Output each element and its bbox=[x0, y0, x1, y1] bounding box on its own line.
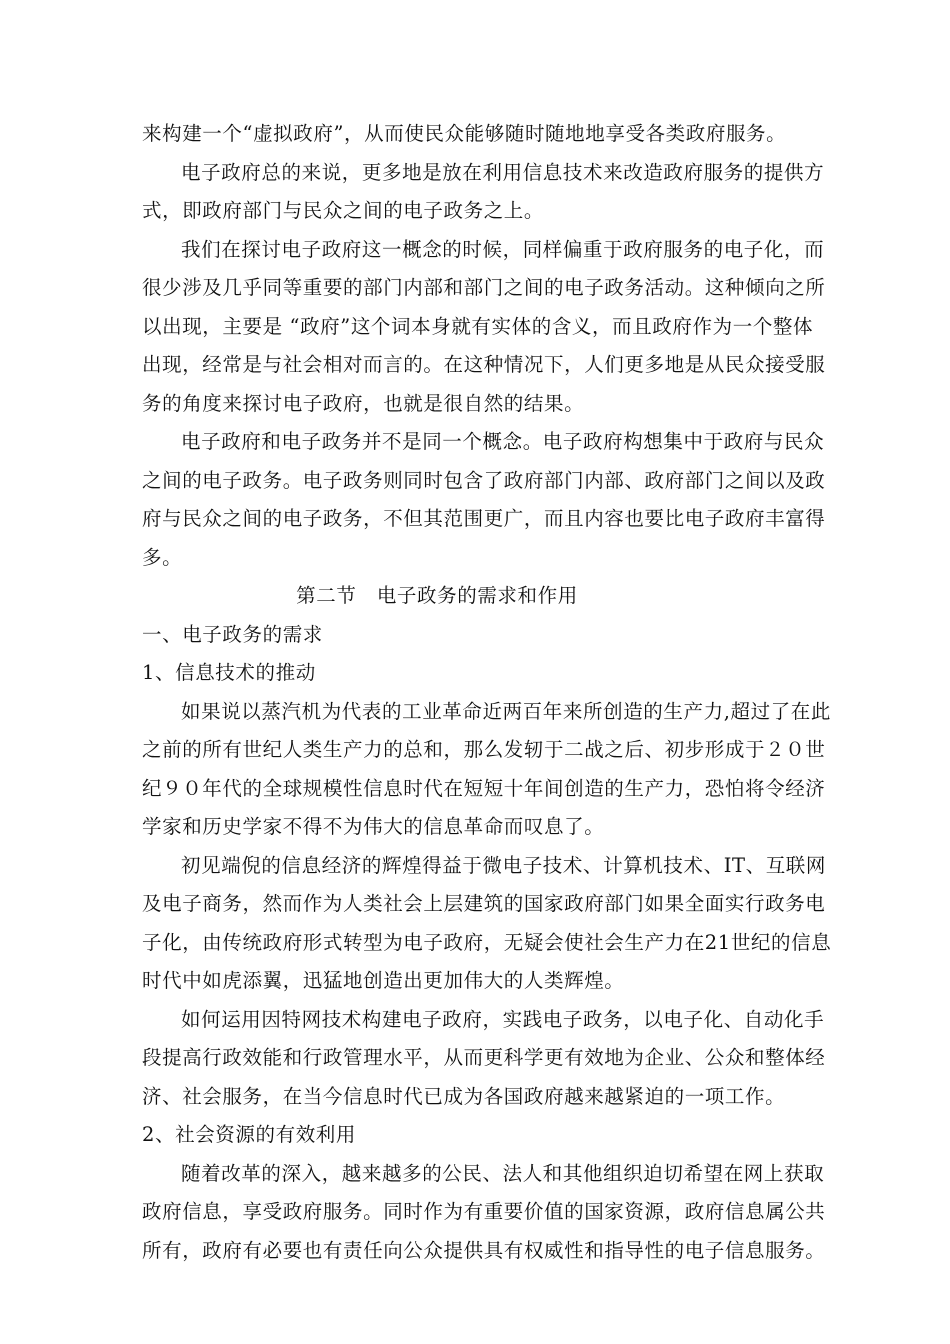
text-line: 以出现，主要是 “政府”这个词本身就有实体的含义，而且政府作为一个整体 bbox=[142, 315, 814, 338]
text-line: 之前的所有世纪人类生产力的总和，那么发轫于二战之后、初步形成于２０世 bbox=[142, 738, 826, 761]
paragraph-start-line: 如果说以蒸汽机为代表的工业革命近两百年来所创造的生产力,超过了在此 bbox=[181, 700, 831, 723]
text-line: 政府信息，享受政府服务。同时作为有重要价值的国家资源，政府信息属公共 bbox=[142, 1200, 826, 1223]
paragraph-start-line: 电子政府总的来说，更多地是放在利用信息技术来改造政府服务的提供方 bbox=[181, 161, 825, 184]
paragraph-start-line: 随着改革的深入，越来越多的公民、法人和其他组织迫切希望在网上获取 bbox=[181, 1162, 825, 1185]
subsection-heading: 2、社会资源的有效利用 bbox=[142, 1123, 357, 1146]
paragraph-start-line: 初见端倪的信息经济的辉煌得益于微电子技术、计算机技术、IT、互联网 bbox=[181, 854, 827, 877]
section-heading: 第二节 电子政务的需求和作用 bbox=[296, 584, 578, 607]
text-line: 多。 bbox=[142, 546, 183, 569]
subsection-heading: 一、电子政务的需求 bbox=[142, 623, 323, 646]
text-line: 段提高行政效能和行政管理水平，从而更科学更有效地为企业、公众和整体经 bbox=[142, 1046, 826, 1069]
text-line: 时代中如虎添翼，迅猛地创造出更加伟大的人类辉煌。 bbox=[142, 969, 625, 992]
text-line: 很少涉及几乎同等重要的部门内部和部门之间的电子政务活动。这种倾向之所 bbox=[142, 276, 826, 299]
text-line: 之间的电子政务。电子政务则同时包含了政府部门内部、政府部门之间以及政 bbox=[142, 469, 826, 492]
paragraph-start-line: 如何运用因特网技术构建电子政府，实践电子政务，以电子化、自动化手 bbox=[181, 1008, 825, 1031]
text-line: 来构建一个“虚拟政府”，从而使民众能够随时随地地享受各类政府服务。 bbox=[142, 122, 787, 145]
paragraph-start-line: 我们在探讨电子政府这一概念的时候，同样偏重于政府服务的电子化，而 bbox=[181, 238, 825, 261]
text-line: 学家和历史学家不得不为伟大的信息革命而叹息了。 bbox=[142, 815, 605, 838]
text-line: 式，即政府部门与民众之间的电子政务之上。 bbox=[142, 199, 545, 222]
text-line: 纪９０年代的全球规模性信息时代在短短十年间创造的生产力，恐怕将令经济 bbox=[142, 777, 826, 800]
text-line: 及电子商务，然而作为人类社会上层建筑的国家政府部门如果全面实行政务电 bbox=[142, 892, 826, 915]
text-line: 务的角度来探讨电子政府，也就是很自然的结果。 bbox=[142, 392, 585, 415]
text-line: 所有，政府有必要也有责任向公众提供具有权威性和指导性的电子信息服务。 bbox=[142, 1239, 826, 1262]
paragraph-start-line: 电子政府和电子政务并不是同一个概念。电子政府构想集中于政府与民众 bbox=[181, 430, 825, 453]
text-line: 子化，由传统政府形式转型为电子政府，无疑会使社会生产力在21世纪的信息 bbox=[142, 931, 832, 954]
text-line: 出现，经常是与社会相对而言的。在这种情况下，人们更多地是从民众接受服 bbox=[142, 353, 826, 376]
text-line: 济、社会服务，在当今信息时代已成为各国政府越来越紧迫的一项工作。 bbox=[142, 1085, 786, 1108]
subsection-heading: 1、信息技术的推动 bbox=[142, 661, 316, 684]
text-line: 府与民众之间的电子政务，不但其范围更广，而且内容也要比电子政府丰富得 bbox=[142, 507, 826, 530]
